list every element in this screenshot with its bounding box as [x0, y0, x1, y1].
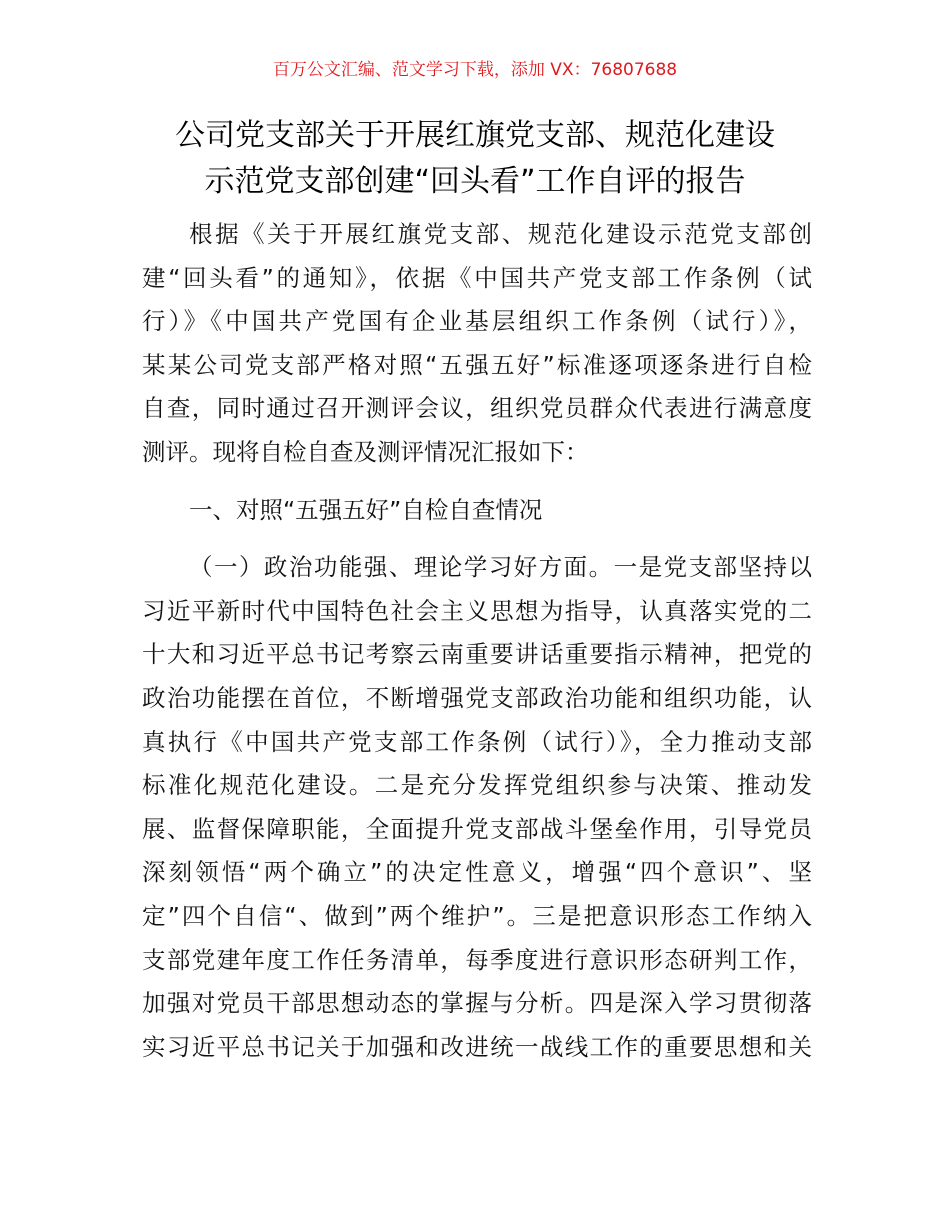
title-line: 公司党支部关于开展红旗党支部、规范化建设: [175, 118, 775, 153]
document-title: [100, 113, 850, 205]
document-body: [142, 213, 812, 1069]
text-line: 某某公司党支部严格对照“五强五好”标准逐项逐条进行自检: [142, 350, 812, 379]
text-line: 加强对党员干部思想动态的掌握与分析。四是深入学习贯彻落: [142, 989, 812, 1018]
paragraph-intro: [142, 213, 812, 475]
promo-header: 百万公文汇编、范文学习下载，添加 VX：76807688: [272, 60, 678, 80]
section-heading: [142, 489, 812, 533]
text-line: 真执行《中国共产党支部工作条例（试行）》，全力推动支部: [142, 727, 812, 756]
text-line: （一）政治功能强、理论学习好方面。一是党支部坚持以: [189, 553, 812, 582]
text-line: 测评。现将自检自查及测评情况汇报如下：: [142, 437, 589, 466]
text-line: 定”四个自信“、做到”两个维护”。三是把意识形态工作纳入: [142, 901, 812, 930]
text-line: 深刻领悟“两个确立”的决定性意义，增强“四个意识”、坚: [142, 858, 812, 887]
text-line: 习近平新时代中国特色社会主义思想为指导，认真落实党的二: [142, 596, 812, 625]
text-line: 支部党建年度工作任务清单，每季度进行意识形态研判工作，: [142, 945, 812, 974]
text-line: 政治功能摆在首位，不断增强党支部政治功能和组织功能，认: [142, 683, 812, 712]
text-line: 建“回头看”的通知》，依据《中国共产党支部工作条例（试: [142, 263, 812, 292]
text-line: 十大和习近平总书记考察云南重要讲话重要指示精神，把党的: [142, 640, 812, 669]
text-line: 展、监督保障职能，全面提升党支部战斗堡垒作用，引导党员: [142, 814, 812, 843]
text-line: 实习近平总书记关于加强和改进统一战线工作的重要思想和关: [142, 1032, 812, 1061]
section-heading-text: 一、对照“五强五好”自检自查情况: [189, 495, 543, 524]
title-line: 示范党支部创建“回头看”工作自评的报告: [204, 164, 746, 199]
text-line: 根据《关于开展红旗党支部、规范化建设示范党支部创: [189, 220, 812, 248]
text-line: 自查，同时通过召开测评会议，组织党员群众代表进行满意度: [142, 394, 812, 423]
text-line: 标准化规范化建设。二是充分发挥党组织参与决策、推动发: [142, 771, 812, 800]
paragraph-political: [142, 546, 812, 1069]
text-line: 行）》《中国共产党国有企业基层组织工作条例（试行）》，: [142, 307, 812, 336]
